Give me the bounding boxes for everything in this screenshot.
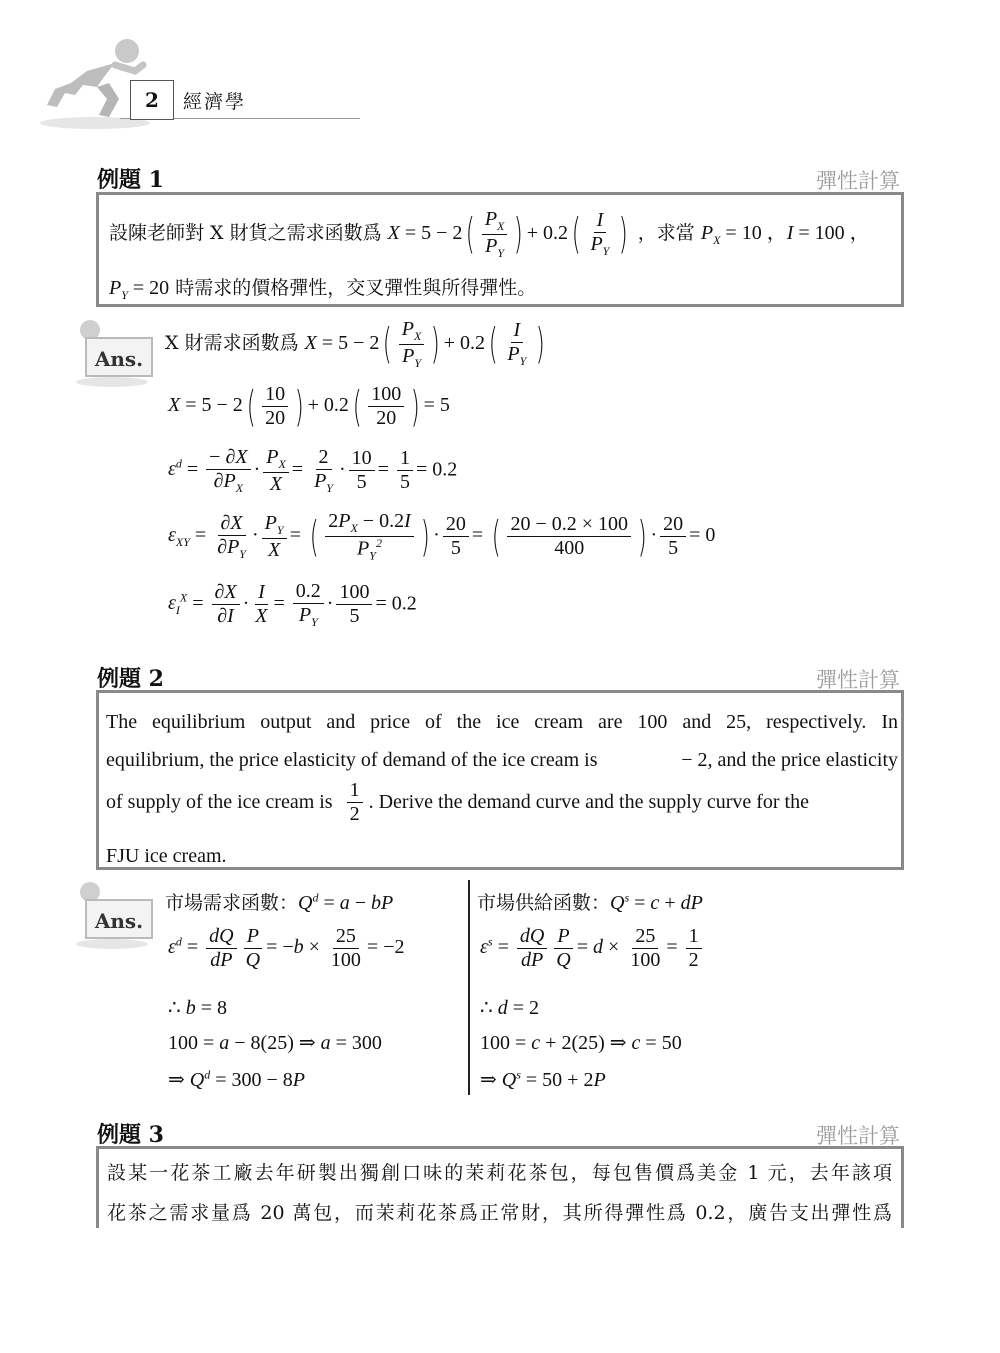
answer-2-a-value: 100 = a − 8(25) ⇒ a = 300	[168, 1032, 382, 1054]
answer-2-demand-title: 市場需求函數：$Q^d = a$ − bP	[165, 890, 394, 914]
example-2-line4: FJU ice cream.	[106, 845, 227, 867]
answer-2-b-value: ∴ b = 8	[168, 997, 228, 1019]
example-2-line3: of supply of the ice cream is $\frac{1}{2}$ . Derive the demand curve and the supply curve for the	[106, 779, 809, 825]
answer-2-supply-curve: ⇒ $Q^s = 50 + 2P$	[480, 1067, 606, 1091]
svg-text:Ans.: Ans.	[94, 909, 144, 933]
answer-1-cross-elasticity: $\varepsilon_{XY}$ = $\frac{\partial X}{\partial P_Y}$ · $\frac{P_Y}{X}$ = ( $\frac{2P_X - 0.2I}{P_Y^2}$ ) · $\frac{20}{5}$ = ( $\frac{20 - 0.2 \times 100}{400}$ ) · $\frac{20}{5}$ = 0	[168, 510, 716, 563]
example-2-question-box	[96, 690, 904, 870]
ans-badge-2	[72, 880, 154, 950]
example-3-line1: 設某一花茶工廠去年研製出獨創口味的茉莉花茶包，每包售價爲美金 1 元，去年該項	[107, 1162, 892, 1184]
example-1-question-box	[96, 192, 904, 307]
example-2-line1: The equilibrium output and price of the ice cream are 100 and 25, respectively. In	[106, 711, 898, 733]
answer-2-demand-curve: ⇒ $Q^d = 300 - 8P$	[168, 1067, 305, 1091]
answer-2-supply-title: 市場供給函數：$Q^s = c$ + dP	[477, 890, 703, 914]
answer-1-line1: X 財需求函數爲 X = 5 − 2( $\frac{P_X}{P_Y}$ ) + 0.2( $\frac{I}{P_Y}$ )	[165, 318, 546, 370]
answer-2-demand-elasticity: $\varepsilon^d$ = $\frac{dQ}{dP}$ $\frac{P}{Q}$ = −b × $\frac{25}{100}$ = −2	[168, 925, 405, 971]
svg-text:Ans.: Ans.	[94, 347, 144, 371]
answer-1-price-elasticity: $\varepsilon^d$ = $\frac{- \partial X}{\partial P_X}$ · $\frac{P_X}{X}$ = $\frac{2}{P_Y}$ · $\frac{10}{5}$ = $\frac{1}{5}$ = 0.2	[168, 446, 458, 495]
example-1-question-line2: $P_Y = 20$ 時需求的價格彈性，交叉彈性與所得彈性。	[109, 277, 537, 302]
answer-2-d-value: ∴ d = 2	[480, 997, 540, 1019]
column-divider	[468, 880, 470, 1095]
book-title: 經濟學	[183, 91, 247, 113]
example-2-tag: 彈性計算	[816, 668, 900, 692]
example-3-tag: 彈性計算	[816, 1124, 900, 1148]
example-3-title: 例題 3	[97, 1122, 164, 1148]
example-1-tag: 彈性計算	[816, 169, 900, 193]
answer-2-supply-elasticity: $\varepsilon^s$ = $\frac{dQ}{dP}$ $\frac{P}{Q}$ = d × $\frac{25}{100}$ = $\frac{1}{2}$	[480, 925, 705, 972]
example-3-question-box	[96, 1146, 904, 1228]
ans-badge-1	[72, 318, 154, 388]
example-2-title: 例題 2	[97, 666, 164, 692]
answer-2-c-value: 100 = c + 2(25) ⇒ c = 50	[480, 1032, 682, 1054]
example-3-line2: 花茶之需求量爲 20 萬包，而茉莉花茶爲正常財，其所得彈性爲 0.2，廣告支出彈性爲	[107, 1202, 892, 1224]
example-1-title: 例題 1	[97, 167, 164, 193]
answer-1-line2: X = 5 − 2( $\frac{10}{20}$ ) + 0.2( $\frac{100}{20}$ ) = 5	[168, 382, 450, 431]
page-number: 2	[130, 80, 174, 120]
answer-1-income-elasticity: $\varepsilon_I^X$ = $\frac{\partial X}{\partial I}$ · $\frac{I}{X}$ = $\frac{0.2}{P_Y}$ · $\frac{100}{5}$ = 0.2	[168, 580, 417, 629]
example-1-question-line1: 設陳老師對 X 財貨之需求函數爲 X = 5 − 2( $\frac{P_X}{P_Y}$ ) + 0.2( $\frac{I}{P_Y}$ ) ，求當 $P_X = 10$ ，I = 100 ，	[109, 208, 870, 260]
example-2-line2: equilibrium, the price elasticity of demand of the ice cream is − 2, and the price elasticity	[106, 749, 898, 771]
